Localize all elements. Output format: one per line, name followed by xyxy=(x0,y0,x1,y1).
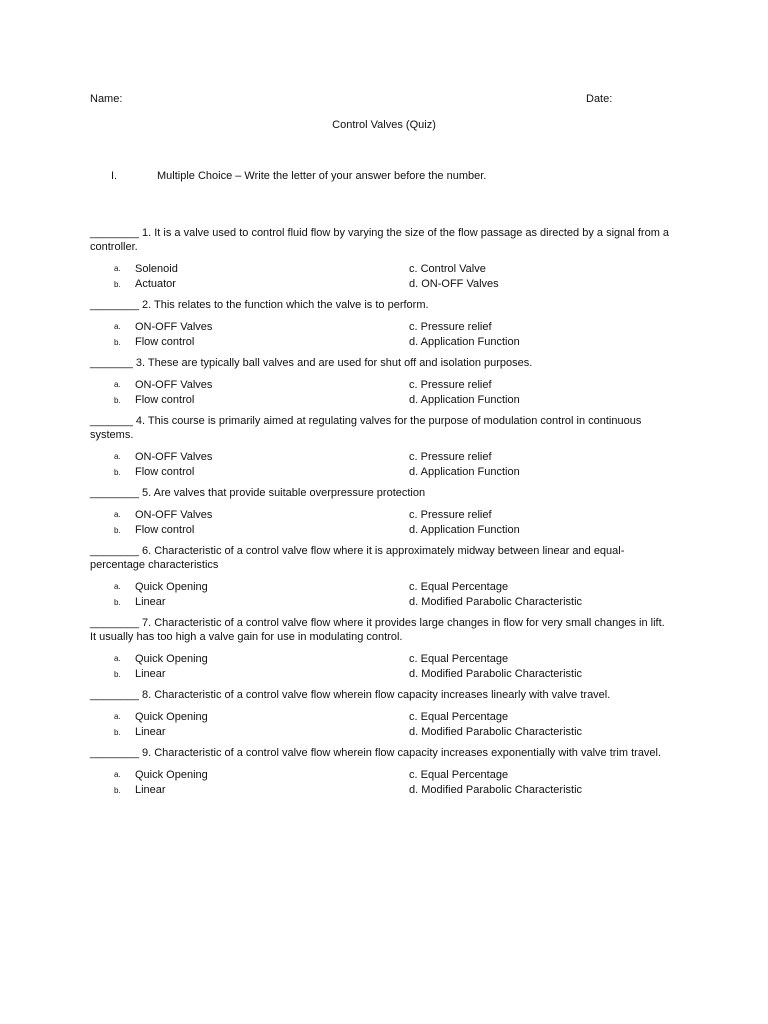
choice-text: Solenoid xyxy=(135,262,178,275)
choice-a xyxy=(114,767,409,783)
choice-b xyxy=(114,277,409,293)
question-text: ________ 6. Characteristic of a control valve flow where it is approximately midway between linear and equal-percentage characteristics xyxy=(90,545,625,571)
choice-d: d. Modified Parabolic Characteristic xyxy=(409,596,583,609)
choice-text: Quick Opening xyxy=(135,710,208,723)
choice-text: Linear xyxy=(135,784,166,797)
choice-d: d. Modified Parabolic Characteristic xyxy=(409,784,583,797)
choice-a xyxy=(114,319,409,335)
choice-letter: b. xyxy=(114,525,121,535)
choice-text: Flow control xyxy=(135,524,195,537)
question-item xyxy=(90,688,670,740)
choice-letter: a. xyxy=(114,322,121,332)
choice-text: Linear xyxy=(135,596,166,609)
question-item xyxy=(90,544,670,610)
answer-choices xyxy=(114,319,670,350)
choice-letter: a. xyxy=(114,770,121,780)
question-list xyxy=(90,226,670,804)
choice-d: d. Application Function xyxy=(409,524,520,537)
choice-b xyxy=(114,393,409,409)
choice-b xyxy=(114,725,409,741)
choice-letter: b. xyxy=(114,279,121,289)
question-item xyxy=(90,356,670,408)
choice-a xyxy=(114,377,409,393)
answer-choices xyxy=(114,579,670,610)
choice-c: c. Control Valve xyxy=(409,262,486,275)
choice-b xyxy=(114,465,409,481)
choice-b xyxy=(114,335,409,351)
section-heading xyxy=(111,170,486,182)
choice-letter: b. xyxy=(114,727,121,737)
choice-d: d. Application Function xyxy=(409,466,520,479)
choice-text: ON-OFF Valves xyxy=(135,450,213,463)
choice-letter: a. xyxy=(114,582,121,592)
choice-letter: a. xyxy=(114,380,121,390)
question-item xyxy=(90,414,670,480)
choice-text: Flow control xyxy=(135,336,195,349)
choice-d: d. Modified Parabolic Characteristic xyxy=(409,726,583,739)
choice-b xyxy=(114,595,409,611)
choice-c: c. Equal Percentage xyxy=(409,652,509,665)
choice-d: d. Modified Parabolic Characteristic xyxy=(409,668,583,681)
choice-letter: b. xyxy=(114,669,121,679)
choice-text: Quick Opening xyxy=(135,768,208,781)
page-title: Control Valves (Quiz) xyxy=(332,119,436,131)
choice-b xyxy=(114,667,409,683)
choice-text: Linear xyxy=(135,726,166,739)
answer-choices xyxy=(114,651,670,682)
choice-d: d. Application Function xyxy=(409,394,520,407)
answer-choices xyxy=(114,709,670,740)
question-item xyxy=(90,486,670,538)
choice-text: ON-OFF Valves xyxy=(135,378,213,391)
question-item xyxy=(90,746,670,798)
choice-letter: b. xyxy=(114,467,121,477)
question-text: ________ 7. Characteristic of a control valve flow where it provides large changes in flow for very small changes in lift. It usually has too high a valve gain for use in modulating control. xyxy=(90,617,665,643)
question-text: ________ 2. This relates to the function which the valve is to perform. xyxy=(90,299,429,311)
choice-b xyxy=(114,783,409,799)
choice-text: Flow control xyxy=(135,466,195,479)
answer-choices xyxy=(114,449,670,480)
choice-letter: b. xyxy=(114,785,121,795)
choice-letter: b. xyxy=(114,597,121,607)
question-item xyxy=(90,226,670,292)
choice-c: c. Equal Percentage xyxy=(409,580,509,593)
choice-text: ON-OFF Valves xyxy=(135,320,213,333)
choice-a xyxy=(114,579,409,595)
choice-a xyxy=(114,261,409,277)
question-text: ________ 9. Characteristic of a control valve flow wherein flow capacity increases exponentially with valve trim travel. xyxy=(90,747,662,759)
choice-text: Quick Opening xyxy=(135,652,208,665)
question-text: _______ 4. This course is primarily aimed at regulating valves for the purpose of modulation control in continuous systems. xyxy=(90,415,642,441)
choice-c: c. Equal Percentage xyxy=(409,768,509,781)
question-item xyxy=(90,298,670,350)
answer-choices xyxy=(114,507,670,538)
choice-c: c. Pressure relief xyxy=(409,450,492,463)
question-item xyxy=(90,616,670,682)
question-text: ________ 8. Characteristic of a control valve flow wherein flow capacity increases linearly with valve travel. xyxy=(90,689,611,701)
choice-b xyxy=(114,523,409,539)
choice-letter: a. xyxy=(114,654,121,664)
name-label: Name: xyxy=(90,93,123,105)
date-label: Date: xyxy=(586,93,613,105)
choice-text: ON-OFF Valves xyxy=(135,508,213,521)
choice-text: Actuator xyxy=(135,278,176,291)
section-number: I. xyxy=(111,170,118,182)
section-instruction: Multiple Choice – Write the letter of your answer before the number. xyxy=(157,170,487,182)
choice-c: c. Equal Percentage xyxy=(409,710,509,723)
choice-letter: a. xyxy=(114,264,121,274)
choice-letter: b. xyxy=(114,395,121,405)
answer-choices xyxy=(114,261,670,292)
question-text: _______ 3. These are typically ball valves and are used for shut off and isolation purposes. xyxy=(90,357,533,369)
answer-choices xyxy=(114,767,670,798)
choice-text: Quick Opening xyxy=(135,580,208,593)
choice-a xyxy=(114,507,409,523)
choice-text: Linear xyxy=(135,668,166,681)
question-text: ________ 1. It is a valve used to control fluid flow by varying the size of the flow passage as directed by a signal from a controller. xyxy=(90,227,670,253)
choice-letter: b. xyxy=(114,337,121,347)
choice-c: c. Pressure relief xyxy=(409,508,492,521)
choice-a xyxy=(114,709,409,725)
choice-letter: a. xyxy=(114,510,121,520)
choice-a xyxy=(114,651,409,667)
choice-letter: a. xyxy=(114,712,121,722)
choice-c: c. Pressure relief xyxy=(409,320,492,333)
answer-choices xyxy=(114,377,670,408)
choice-text: Flow control xyxy=(135,394,195,407)
choice-d: d. Application Function xyxy=(409,336,520,349)
choice-a xyxy=(114,449,409,465)
choice-c: c. Pressure relief xyxy=(409,378,492,391)
choice-d: d. ON-OFF Valves xyxy=(409,278,499,291)
choice-letter: a. xyxy=(114,452,121,462)
question-text: ________ 5. Are valves that provide suitable overpressure protection xyxy=(90,487,426,499)
